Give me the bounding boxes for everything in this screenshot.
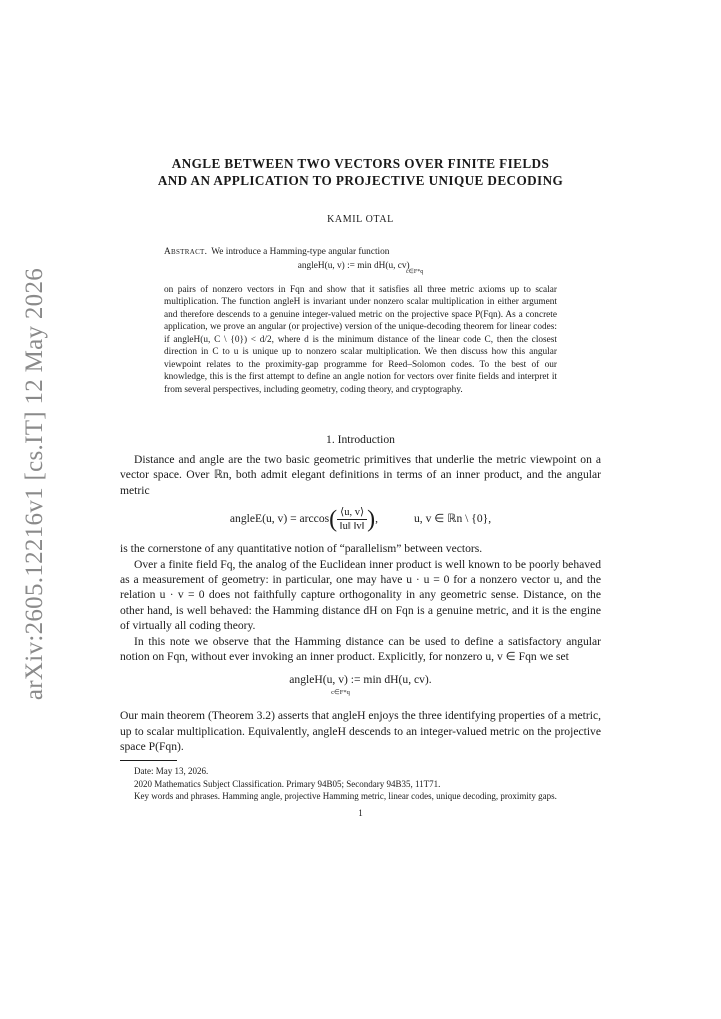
paper-page [120,155,601,818]
abstract-body: on pairs of nonzero vectors in Fqn and show that it satisfies all three metric axioms up to scalar multiplication. The function angleH is invariant under nonzero scalar multiplication in either argument and therefore descends to a genuine integer-valued metric on the projective space P(Fqn). As a concrete application, we prove an angular (or projective) version of the unique-decoding theorem for linear codes: if angleH(u, C \ {0}) < d/2, where d is the minimum distance of the linear code C, then the closest direction in C to u is unique up to nonzero scalar multiplication. We then discuss how this angular viewpoint relates to the proximity-gap programme for Reed–Solomon codes. To the best of our knowledge, this is the first attempt to define an angle notion for vectors over finite fields and interpret it from several perspectives, including geometry, coding theory, and cryptography. [164,284,557,395]
author-name: KAMIL OTAL [327,214,394,225]
paper-title [120,155,601,189]
eq1-left: angleE(u, v) = arccos [229,512,330,526]
intro-paragraph-1: Distance and angle are the two basic geometric primitives that underlie the metric viewpoint on a vector space. Over ℝn, both admit elegant definitions in terms of an inner product, and the angular metric [120,452,601,497]
footnotes [120,765,601,802]
arxiv-sidebar-stamp [20,267,50,701]
eq1-right: u, v ∈ ℝn \ {0}, [414,512,492,526]
abstract-label: Abstract. [164,247,208,257]
intro-paragraph-3: Over a finite field Fq, the analog of the Euclidean inner product is well known to be poorly behaved as a measurement of geometry: in particular, one may have u · u = 0 for a nonzero vector u, and the relation u · v = 0 does not faithfully capture orthogonality in any geometric sense. Distance, on the other hand, is well behaved: the Hamming distance dH on Fqn is a genuine metric, and it is the engine of virtually all coding theory. [120,557,601,633]
page-number: 1 [358,808,363,819]
section-heading: 1. Introduction [326,432,395,446]
footnote-date: Date: May 13, 2026. [134,766,209,777]
eq2-subscript: c∈F*q [331,688,350,696]
footnote-msc: 2020 Mathematics Subject Classification. Primary 94B05; Secondary 94B35, 11T71. [134,778,441,789]
abstract-formula-text: angleH(u, v) := min dH(u, cv) [297,261,410,272]
intro-paragraph-4: In this note we observe that the Hamming distance can be used to define a satisfactory angular notion on Fqn, without ever invoking an inner product. Explicitly, for nonzero u, v ∈ Fqn we set [120,634,601,664]
arxiv-identifier: arXiv:2605.12216v1 [cs.IT] 12 May 2026 [21,267,48,701]
introduction-body [120,452,601,755]
intro-paragraph-5: Our main theorem (Theorem 3.2) asserts that angleH enjoys the three identifying properties of a metric, up to scalar multiplication. Equivalently, angleH descends to an integer-valued metric on the projective space P(Fqn). [120,709,601,754]
abstract-block [164,246,557,396]
eq1-fraction [337,506,367,533]
abstract-formula-subscript: c∈F*q [405,269,424,276]
footnote-rule [120,760,177,761]
title-line-2: AND AN APPLICATION TO PROJECTIVE UNIQUE DECODING [157,173,564,188]
title-line-1: ANGLE BETWEEN TWO VECTORS OVER FINITE FIELDS [171,156,550,171]
abstract-intro: We introduce a Hamming-type angular function [211,247,390,257]
eq1-numerator: ⟨u, v⟩ [337,506,367,520]
equation-hamming-angle [120,672,601,700]
eq1-denominator: ‖u‖ ‖v‖ [339,521,365,533]
footnote-keywords: Key words and phrases. Hamming angle, projective Hamming metric, linear codes, unique decoding, proximity gaps. [134,790,557,801]
eq2-text: angleH(u, v) := min dH(u, cv). [289,673,432,687]
intro-paragraph-2: is the cornerstone of any quantitative notion of “parallelism” between vectors. [120,542,483,556]
abstract-formula [164,260,557,278]
equation-euclidean-angle: angleE(u, v) = arccos( $\frac{⟨u, v⟩}{‖u‖ ‖v‖}$ ), u, v ∈ ℝn \ {0}, [229,506,492,533]
